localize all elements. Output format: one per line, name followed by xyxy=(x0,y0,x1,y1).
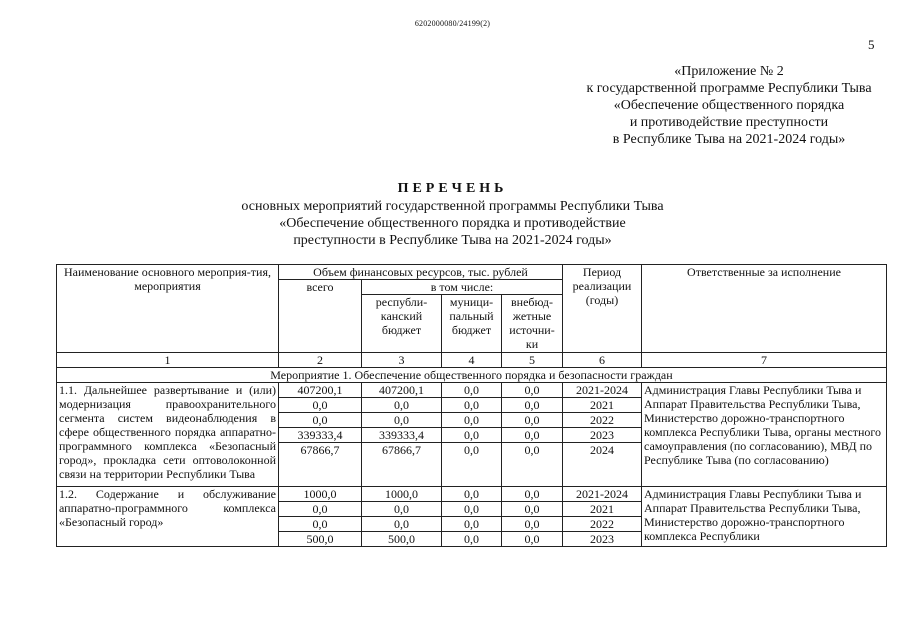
cell-total: 1000,0 xyxy=(279,487,362,502)
item-responsible: Администрация Главы Республики Тыва и Аппарат Правительства Республики Тыва, Министерство дорожно-транспортного комплекса Республики xyxy=(642,487,887,547)
cell-nonbudget: 0,0 xyxy=(502,532,563,547)
cell-republic: 0,0 xyxy=(362,413,442,428)
cell-nonbudget: 0,0 xyxy=(502,398,563,413)
cell-municipal: 0,0 xyxy=(442,502,502,517)
cell-total: 0,0 xyxy=(279,517,362,532)
appendix-line: в Республике Тыва на 2021-2024 годы» xyxy=(612,132,846,147)
document-heading: ПЕРЕЧЕНЬ xyxy=(397,181,508,196)
cell-total: 67866,7 xyxy=(279,443,362,487)
cell-republic: 67866,7 xyxy=(362,443,442,487)
header-responsible: Ответственные за исполнение xyxy=(642,265,887,353)
appendix-line: «Обеспечение общественного порядка xyxy=(613,98,845,113)
cell-period: 2021-2024 xyxy=(563,487,642,502)
item-name: 1.2. Содержание и обслуживание аппаратно-программного комплекса «Безопасный город» xyxy=(57,487,279,547)
header-volume: Объем финансовых ресурсов, тыс. рублей xyxy=(279,265,563,280)
header-nonbudget: внебюд-жетные источни-ки xyxy=(502,295,563,353)
cell-period: 2021 xyxy=(563,502,642,517)
column-number: 4 xyxy=(442,353,502,368)
cell-nonbudget: 0,0 xyxy=(502,443,563,487)
cell-period: 2024 xyxy=(563,443,642,487)
cell-municipal: 0,0 xyxy=(442,428,502,443)
measures-table xyxy=(56,264,887,547)
header-including: в том числе: xyxy=(362,280,563,295)
cell-total: 407200,1 xyxy=(279,383,362,398)
cell-period: 2021 xyxy=(563,398,642,413)
cell-total: 339333,4 xyxy=(279,428,362,443)
column-number: 6 xyxy=(563,353,642,368)
item-name: 1.1. Дальнейшее развертывание и (или) модернизация правоохранительного сегмента систем видеонаблюдения в сфере общественного порядка аппаратно-программного комплекса «Безопасный город», прокладка сети оптоволоконной связи на территории Республики Тыва xyxy=(57,383,279,487)
cell-nonbudget: 0,0 xyxy=(502,517,563,532)
cell-republic: 0,0 xyxy=(362,502,442,517)
item-responsible: Администрация Главы Республики Тыва и Аппарат Правительства Республики Тыва, Министерство дорожно-транспортного комплекса Республики Тыва, органы местного самоуправления (по согласованию), МВД по Республике Тыва (по согласованию) xyxy=(642,383,887,487)
page-number: 5 xyxy=(868,37,875,52)
column-number: 5 xyxy=(502,353,563,368)
cell-period: 2021-2024 xyxy=(563,383,642,398)
cell-nonbudget: 0,0 xyxy=(502,428,563,443)
cell-municipal: 0,0 xyxy=(442,443,502,487)
cell-republic: 1000,0 xyxy=(362,487,442,502)
cell-republic: 339333,4 xyxy=(362,428,442,443)
cell-total: 0,0 xyxy=(279,413,362,428)
cell-period: 2023 xyxy=(563,532,642,547)
cell-period: 2023 xyxy=(563,428,642,443)
subtitle-line: «Обеспечение общественного порядка и противодействие xyxy=(279,216,626,231)
cell-nonbudget: 0,0 xyxy=(502,487,563,502)
header-total: всего xyxy=(279,280,362,353)
cell-total: 500,0 xyxy=(279,532,362,547)
cell-municipal: 0,0 xyxy=(442,532,502,547)
cell-municipal: 0,0 xyxy=(442,413,502,428)
cell-total: 0,0 xyxy=(279,398,362,413)
cell-period: 2022 xyxy=(563,413,642,428)
appendix-line: к государственной программе Республики Тыва xyxy=(586,81,872,96)
cell-nonbudget: 0,0 xyxy=(502,413,563,428)
subtitle-line: основных мероприятий государственной программы Республики Тыва xyxy=(241,199,664,214)
appendix-line: «Приложение № 2 xyxy=(674,64,784,79)
cell-period: 2022 xyxy=(563,517,642,532)
cell-republic: 0,0 xyxy=(362,517,442,532)
header-municipal: муници-пальный бюджет xyxy=(442,295,502,353)
cell-republic: 407200,1 xyxy=(362,383,442,398)
cell-municipal: 0,0 xyxy=(442,517,502,532)
document-code: 6202000080/24199(2) xyxy=(414,19,491,28)
appendix-block xyxy=(540,63,905,148)
column-number: 2 xyxy=(279,353,362,368)
cell-total: 0,0 xyxy=(279,502,362,517)
column-number: 1 xyxy=(57,353,279,368)
cell-municipal: 0,0 xyxy=(442,398,502,413)
cell-municipal: 0,0 xyxy=(442,383,502,398)
section-title: Мероприятие 1. Обеспечение общественного порядка и безопасности граждан xyxy=(57,368,887,383)
header-republic: республи-канский бюджет xyxy=(362,295,442,353)
column-number: 3 xyxy=(362,353,442,368)
cell-nonbudget: 0,0 xyxy=(502,502,563,517)
cell-nonbudget: 0,0 xyxy=(502,383,563,398)
cell-municipal: 0,0 xyxy=(442,487,502,502)
column-number: 7 xyxy=(642,353,887,368)
subtitle-line: преступности в Республике Тыва на 2021-2024 годы» xyxy=(293,233,612,248)
document-subtitle xyxy=(0,198,905,249)
appendix-line: и противодействие преступности xyxy=(629,115,829,130)
cell-republic: 0,0 xyxy=(362,398,442,413)
header-name: Наименование основного мероприя-тия, мероприятия xyxy=(57,265,279,353)
cell-republic: 500,0 xyxy=(362,532,442,547)
header-period: Период реализации (годы) xyxy=(563,265,642,353)
